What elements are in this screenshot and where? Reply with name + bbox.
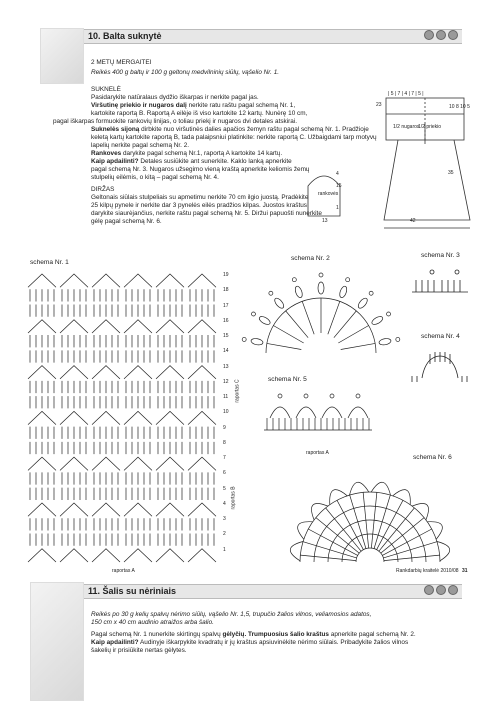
footer-magazine: Rankdarbių kraitelė 2010/08 bbox=[396, 568, 459, 574]
text-line: Pasidarykite natūralaus dydžio iškarpas ir nerkite pagal jas. bbox=[91, 94, 259, 101]
yarn-ball-icon bbox=[436, 30, 446, 40]
yarn-ball-icon bbox=[436, 585, 446, 595]
yarn-ball-icon bbox=[424, 30, 434, 40]
difficulty-rating bbox=[424, 30, 458, 40]
crochet-chart-3 bbox=[410, 266, 470, 296]
woman-photo bbox=[30, 582, 84, 701]
row-number: 9 bbox=[223, 424, 226, 431]
text-line: Viršutinę priekio ir nugaros dalį nerkite ratu raštu pagal schemą Nr. 1, bbox=[91, 102, 296, 109]
skirt-width: 42 bbox=[410, 218, 416, 224]
bold-label: Rankoves bbox=[91, 150, 122, 157]
raportas-c-label: raportas C bbox=[234, 379, 241, 403]
page-number: 31 bbox=[462, 568, 468, 574]
yarn-ball-icon bbox=[424, 585, 434, 595]
sleeve-width: 13 bbox=[322, 218, 328, 224]
row-number: 19 bbox=[223, 272, 229, 278]
text-line: darykite siaurėjančius, nerkite raštu pagal schemą Nr. 5. Diržui papuošti nunerkite bbox=[91, 210, 322, 217]
text-line: Suknelės sijoną dirbkite nuo viršutinės dalies apačios žemyn raštu pagal schemą Nr. 1. Pradžioje bbox=[91, 126, 369, 133]
child-photo bbox=[40, 28, 84, 84]
crochet-chart-6 bbox=[290, 462, 450, 567]
bold-label: Kaip apdailinti? bbox=[91, 158, 139, 165]
pattern-side: 10 8 10 5 bbox=[449, 104, 470, 110]
text-line: Kaip apdailinti? Audinyje iškarpykite kvadratų ir jų kraštus apsiuvinėkite nėrimo siūlais. Pribadykite žalios vilnos bbox=[91, 639, 409, 646]
row-number: 8 bbox=[223, 439, 226, 446]
schema-2-label: schema Nr. 2 bbox=[291, 255, 330, 262]
row-number: 5 bbox=[223, 485, 226, 492]
text-line: stulpelių eilėmis, o kitą – pagal schemą Nr. 4. bbox=[91, 174, 219, 181]
row-number: 12 bbox=[223, 378, 229, 385]
raportas-a-label: raportas A bbox=[112, 568, 135, 574]
section-10-subtitle: 2 METŲ MERGAITEI bbox=[91, 59, 152, 66]
sleeve-label: rankovės bbox=[318, 191, 339, 197]
text-line: lapelių nerkite pagal schemą Nr. 2. bbox=[91, 142, 190, 149]
pattern-top-numbers: | 5 | 7 | 4 | 7 | 5 | bbox=[388, 91, 424, 97]
text-line: 25 kilpų pynele ir nerkite dar 3 pynelės eilės pradžios kilpas. Juostos kraštus bbox=[91, 202, 307, 209]
crochet-chart-5 bbox=[264, 390, 374, 440]
row-number: 18 bbox=[223, 287, 229, 294]
text-line: pagal schemą Nr. 3. Nugaros užsegimo vieną kraštą apnerkite keliomis žemų bbox=[91, 166, 310, 173]
section-11-header bbox=[84, 584, 462, 599]
skirt-outline bbox=[384, 140, 470, 220]
yarn-ball-icon bbox=[448, 585, 458, 595]
schema-5-label: schema Nr. 5 bbox=[268, 376, 307, 383]
row-number: 3 bbox=[223, 516, 226, 523]
difficulty-rating bbox=[424, 585, 458, 595]
row-number: 16 bbox=[223, 317, 229, 324]
raportas-b-label: raportas B bbox=[230, 486, 237, 510]
text-line: keletą kartų kartokite raportą B, tada palaipsniui platinkite: nerkite raportą C. Užbaigdami tarp motyvų bbox=[91, 134, 377, 141]
text-line: Rankoves darykite pagal schemą Nr.1, raportą A kartokite 14 kartų. bbox=[91, 150, 283, 157]
section-11-materials: Reikės po 30 g kelių spalvų nėrimo siūlų, vąšelio Nr. 1,5, trupučio žalios vilnos, veliamosios adatos, bbox=[91, 611, 372, 618]
row-number: 2 bbox=[223, 531, 226, 538]
raportas-a-label-5: raportas A bbox=[306, 450, 329, 456]
row-number: 7 bbox=[223, 455, 226, 462]
text-line: Geltonais siūlais stulpeliais su apmetimu nerkite 70 cm ilgio juostą. Pradėkite bbox=[91, 194, 309, 201]
row-number: 1 bbox=[223, 546, 226, 553]
section-10-title: 10. Balta suknytė bbox=[88, 31, 162, 41]
text-line: pagal iškarpas formuokite rankovių linijas, o toliau priekį ir nugaros dvi detales atskirai. bbox=[53, 118, 298, 125]
row-number: 15 bbox=[223, 333, 229, 340]
schema-6-label: schema Nr. 6 bbox=[413, 454, 452, 461]
sewing-pattern-diagram bbox=[376, 88, 476, 238]
section-11-materials: 150 cm x 40 cm audinio atraižos arba šalio. bbox=[91, 619, 214, 626]
half-back-label: 1/2 nugaros bbox=[393, 124, 420, 130]
text-line: Pagal schemą Nr. 1 nunerkite skirtingų spalvų gėlyčių. Trumpuosius šalio kraštus apnerkite pagal schemą Nr. 2. bbox=[91, 631, 416, 638]
crochet-chart-4 bbox=[410, 348, 470, 383]
schema-1-label: schema Nr. 1 bbox=[30, 259, 69, 266]
row-number: 4 bbox=[223, 500, 226, 507]
row-number: 6 bbox=[223, 470, 226, 477]
text-line: kartokite raportą B. Raportą A eilėje iš viso kartokite 12 kartų. Nunėrę 10 cm, bbox=[91, 110, 308, 117]
text-line: gėlę pagal schemą Nr. 6. bbox=[91, 218, 162, 225]
yarn-ball-icon bbox=[448, 30, 458, 40]
row-number: 10 bbox=[223, 409, 229, 416]
row-number: 11 bbox=[223, 394, 229, 401]
text-line: Kaip apdailinti? Detales susiūkite ant sunerkite. Kaklo lanką apnerkite bbox=[91, 158, 292, 165]
section-10-header bbox=[84, 29, 462, 44]
text-line: šakelių ir prisiūkite nertas gėlytes. bbox=[91, 647, 187, 654]
section-11-title: 11. Šalis su nėriniais bbox=[88, 586, 177, 596]
row-number: 13 bbox=[223, 363, 229, 370]
schema-3-label: schema Nr. 3 bbox=[421, 252, 460, 259]
section-10-materials: Reikės 400 g baltų ir 100 g geltonų medvilninių siūlų, vąšelio Nr. 1. bbox=[91, 69, 280, 76]
bold-label: Viršutinę priekio ir nugaros dalį bbox=[91, 102, 187, 109]
sleeve-dim: 15 bbox=[336, 183, 342, 189]
bold-label: Suknelės sijoną bbox=[91, 126, 140, 133]
half-front-label: 1/2 priekio bbox=[418, 124, 442, 130]
belt-heading: DIRŽAS bbox=[91, 186, 115, 193]
crochet-chart-2 bbox=[266, 265, 376, 355]
sleeve-dim: 4 bbox=[336, 171, 339, 177]
schema-4-label: schema Nr. 4 bbox=[421, 333, 460, 340]
row-number: 14 bbox=[223, 348, 229, 355]
dress-heading: SUKNELĖ bbox=[91, 86, 121, 93]
pattern-top-left: 23 bbox=[376, 102, 382, 108]
sleeve-dim: 1 bbox=[336, 205, 339, 211]
row-number: 17 bbox=[223, 302, 229, 309]
skirt-length: 35 bbox=[448, 170, 454, 176]
crochet-chart-1 bbox=[26, 272, 221, 562]
